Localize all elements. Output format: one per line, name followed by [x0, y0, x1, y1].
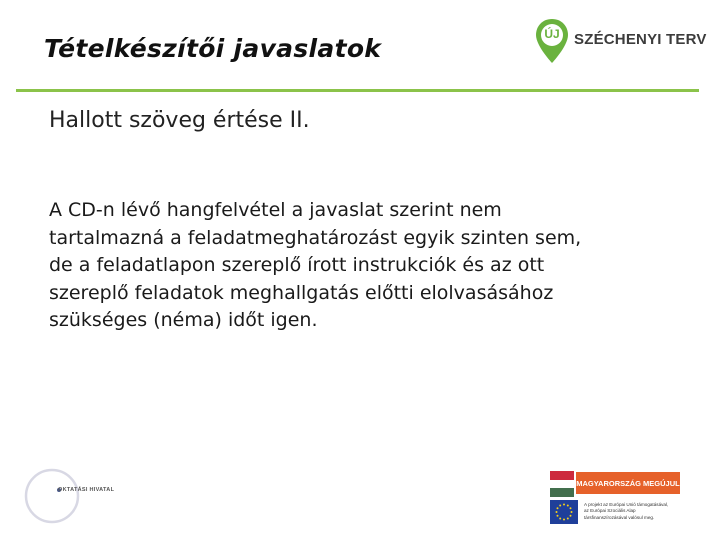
ring-icon [22, 466, 82, 526]
body-paragraph [49, 197, 699, 335]
eu-note-line: társfinanszírozásával valósul meg. [584, 514, 655, 520]
hungarian-flag-icon [550, 471, 574, 497]
body-line: szükséges (néma) időt igen. [49, 309, 318, 331]
szechenyi-terv-logo [534, 17, 707, 69]
body-line: A CD-n lévő hangfelvétel a javaslat szerint nem [49, 199, 502, 221]
body-line: de a feladatlapon szereplő írott instrukciók és az ott [49, 254, 545, 276]
szechenyi-mark: ÚJ [544, 27, 560, 41]
slide-title: Tételkészítői javaslatok [44, 34, 382, 63]
eu-note-line: az Európai Szociális Alap [584, 508, 636, 514]
szechenyi-name: SZÉCHENYI TERV [574, 31, 707, 48]
map-pin-icon [534, 17, 570, 65]
slide-subtitle: Hallott szöveg értése II. [49, 108, 310, 133]
oktatasi-hivatal-name: OKTATÁSI HIVATAL [58, 487, 115, 493]
body-line: szereplő feladatok meghallgatás előtti elolvasásához [49, 281, 554, 304]
eu-funding-note [584, 502, 686, 521]
body-line: tartalmazná a feladatmeghatározást egyik szinten sem, [49, 226, 582, 249]
eu-flag-icon [550, 500, 578, 524]
megujul-banner: MAGYARORSZÁG MEGÚJUL [576, 472, 680, 494]
oktatasi-hivatal-logo [22, 466, 132, 528]
magyarorszag-megujul-logo [548, 469, 686, 527]
title-divider [16, 89, 699, 92]
eu-note-line: A projekt az Európai Unió támogatásával, [584, 502, 669, 507]
